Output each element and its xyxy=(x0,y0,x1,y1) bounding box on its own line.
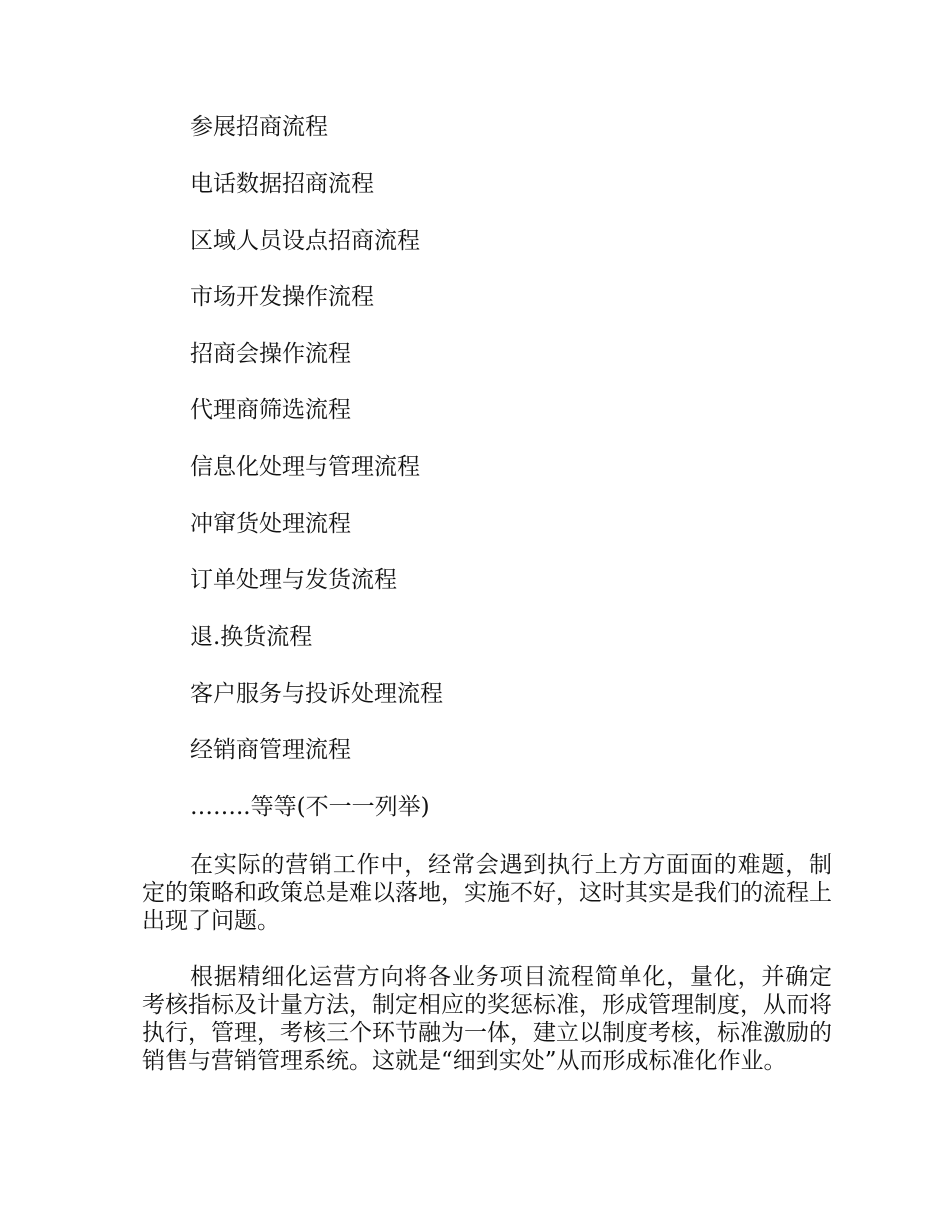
list-item: 参展招商流程 xyxy=(190,114,328,140)
list-item: 代理商筛选流程 xyxy=(190,397,351,423)
list-item: 订单处理与发货流程 xyxy=(190,567,397,593)
list-item: 客户服务与投诉处理流程 xyxy=(190,681,443,707)
list-item: ……..等等(不一一列举) xyxy=(190,794,430,820)
body-paragraph: 根据精细化运营方向将各业务项目流程简单化，量化，并确定考核指标及计量方法，制定相应的奖惩标准，形成管理制度，从而将执行，管理，考核三个环节融为一体，建立以制度考核，标准激励的销售与营销管理系统。这就是“细到实处”从而形成标准化作业。 xyxy=(142,964,832,1074)
body-paragraph: 在实际的营销工作中，经常会遇到执行上方方面面的难题，制定的策略和政策总是难以落地，实施不好，这时其实是我们的流程上出现了问题。 xyxy=(142,852,832,934)
list-item: 经销商管理流程 xyxy=(190,737,351,763)
list-item: 市场开发操作流程 xyxy=(190,284,374,310)
list-item: 退.换货流程 xyxy=(190,624,313,650)
list-item: 区域人员设点招商流程 xyxy=(190,228,420,254)
list-item: 冲窜货处理流程 xyxy=(190,511,351,537)
list-item: 招商会操作流程 xyxy=(190,341,351,367)
list-item: 电话数据招商流程 xyxy=(190,171,374,197)
list-item: 信息化处理与管理流程 xyxy=(190,454,420,480)
